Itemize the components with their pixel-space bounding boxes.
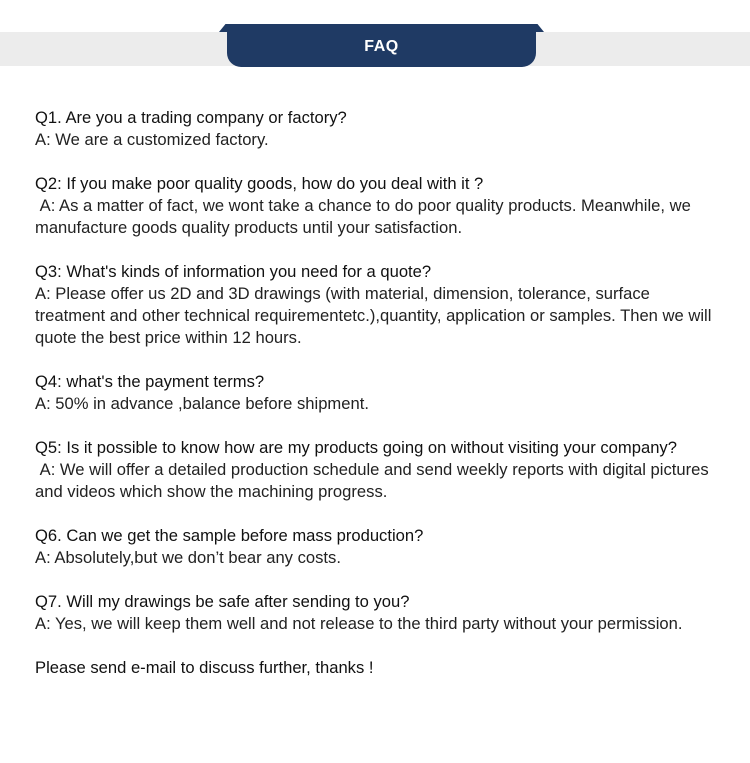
faq-item-2: [35, 173, 715, 239]
faq-question-6: Q6. Can we get the sample before mass production?: [35, 526, 424, 545]
header-tab: [227, 24, 536, 67]
faq-item-5: [35, 437, 715, 503]
faq-item-4: [35, 371, 715, 415]
faq-answer-1: A: We are a customized factory.: [35, 130, 269, 149]
faq-question-3: Q3: What's kinds of information you need for a quote?: [35, 262, 432, 281]
faq-question-4: Q4: what's the payment terms?: [35, 372, 265, 391]
faq-answer-4: A: 50% in advance ,balance before shipment.: [35, 394, 369, 413]
faq-answer-5: A: We will offer a detailed production schedule and send weekly reports with digital pictures and videos which show the machining progress.: [35, 460, 714, 501]
faq-item-1: [35, 107, 715, 151]
page-title: FAQ: [364, 37, 399, 55]
faq-question-5: Q5: Is it possible to know how are my products going on without visiting your company?: [35, 438, 677, 457]
faq-question-1: Q1. Are you a trading company or factory?: [35, 108, 347, 127]
faq-question-2: Q2: If you make poor quality goods, how do you deal with it ?: [35, 174, 484, 193]
faq-answer-3: A: Please offer us 2D and 3D drawings (with material, dimension, tolerance, surface treatment and other technical requirementetc.),quantity, application or samples. Then we will quote the best price within 12 hours.: [35, 284, 717, 347]
faq-item-6: [35, 525, 715, 569]
faq-answer-2: A: As a matter of fact, we wont take a chance to do poor quality products. Meanwhile, we manufacture goods quality products until your satisfaction.: [35, 196, 696, 237]
faq-item-7: [35, 591, 715, 635]
faq-question-7: Q7. Will my drawings be safe after sending to you?: [35, 592, 410, 611]
faq-answer-6: A: Absolutely,but we don’t bear any costs.: [35, 548, 341, 567]
faq-item-3: [35, 261, 715, 349]
faq-content: [35, 107, 715, 679]
closing-note: Please send e-mail to discuss further, thanks !: [35, 658, 374, 677]
faq-answer-7: A: Yes, we will keep them well and not release to the third party without your permission.: [35, 614, 683, 633]
